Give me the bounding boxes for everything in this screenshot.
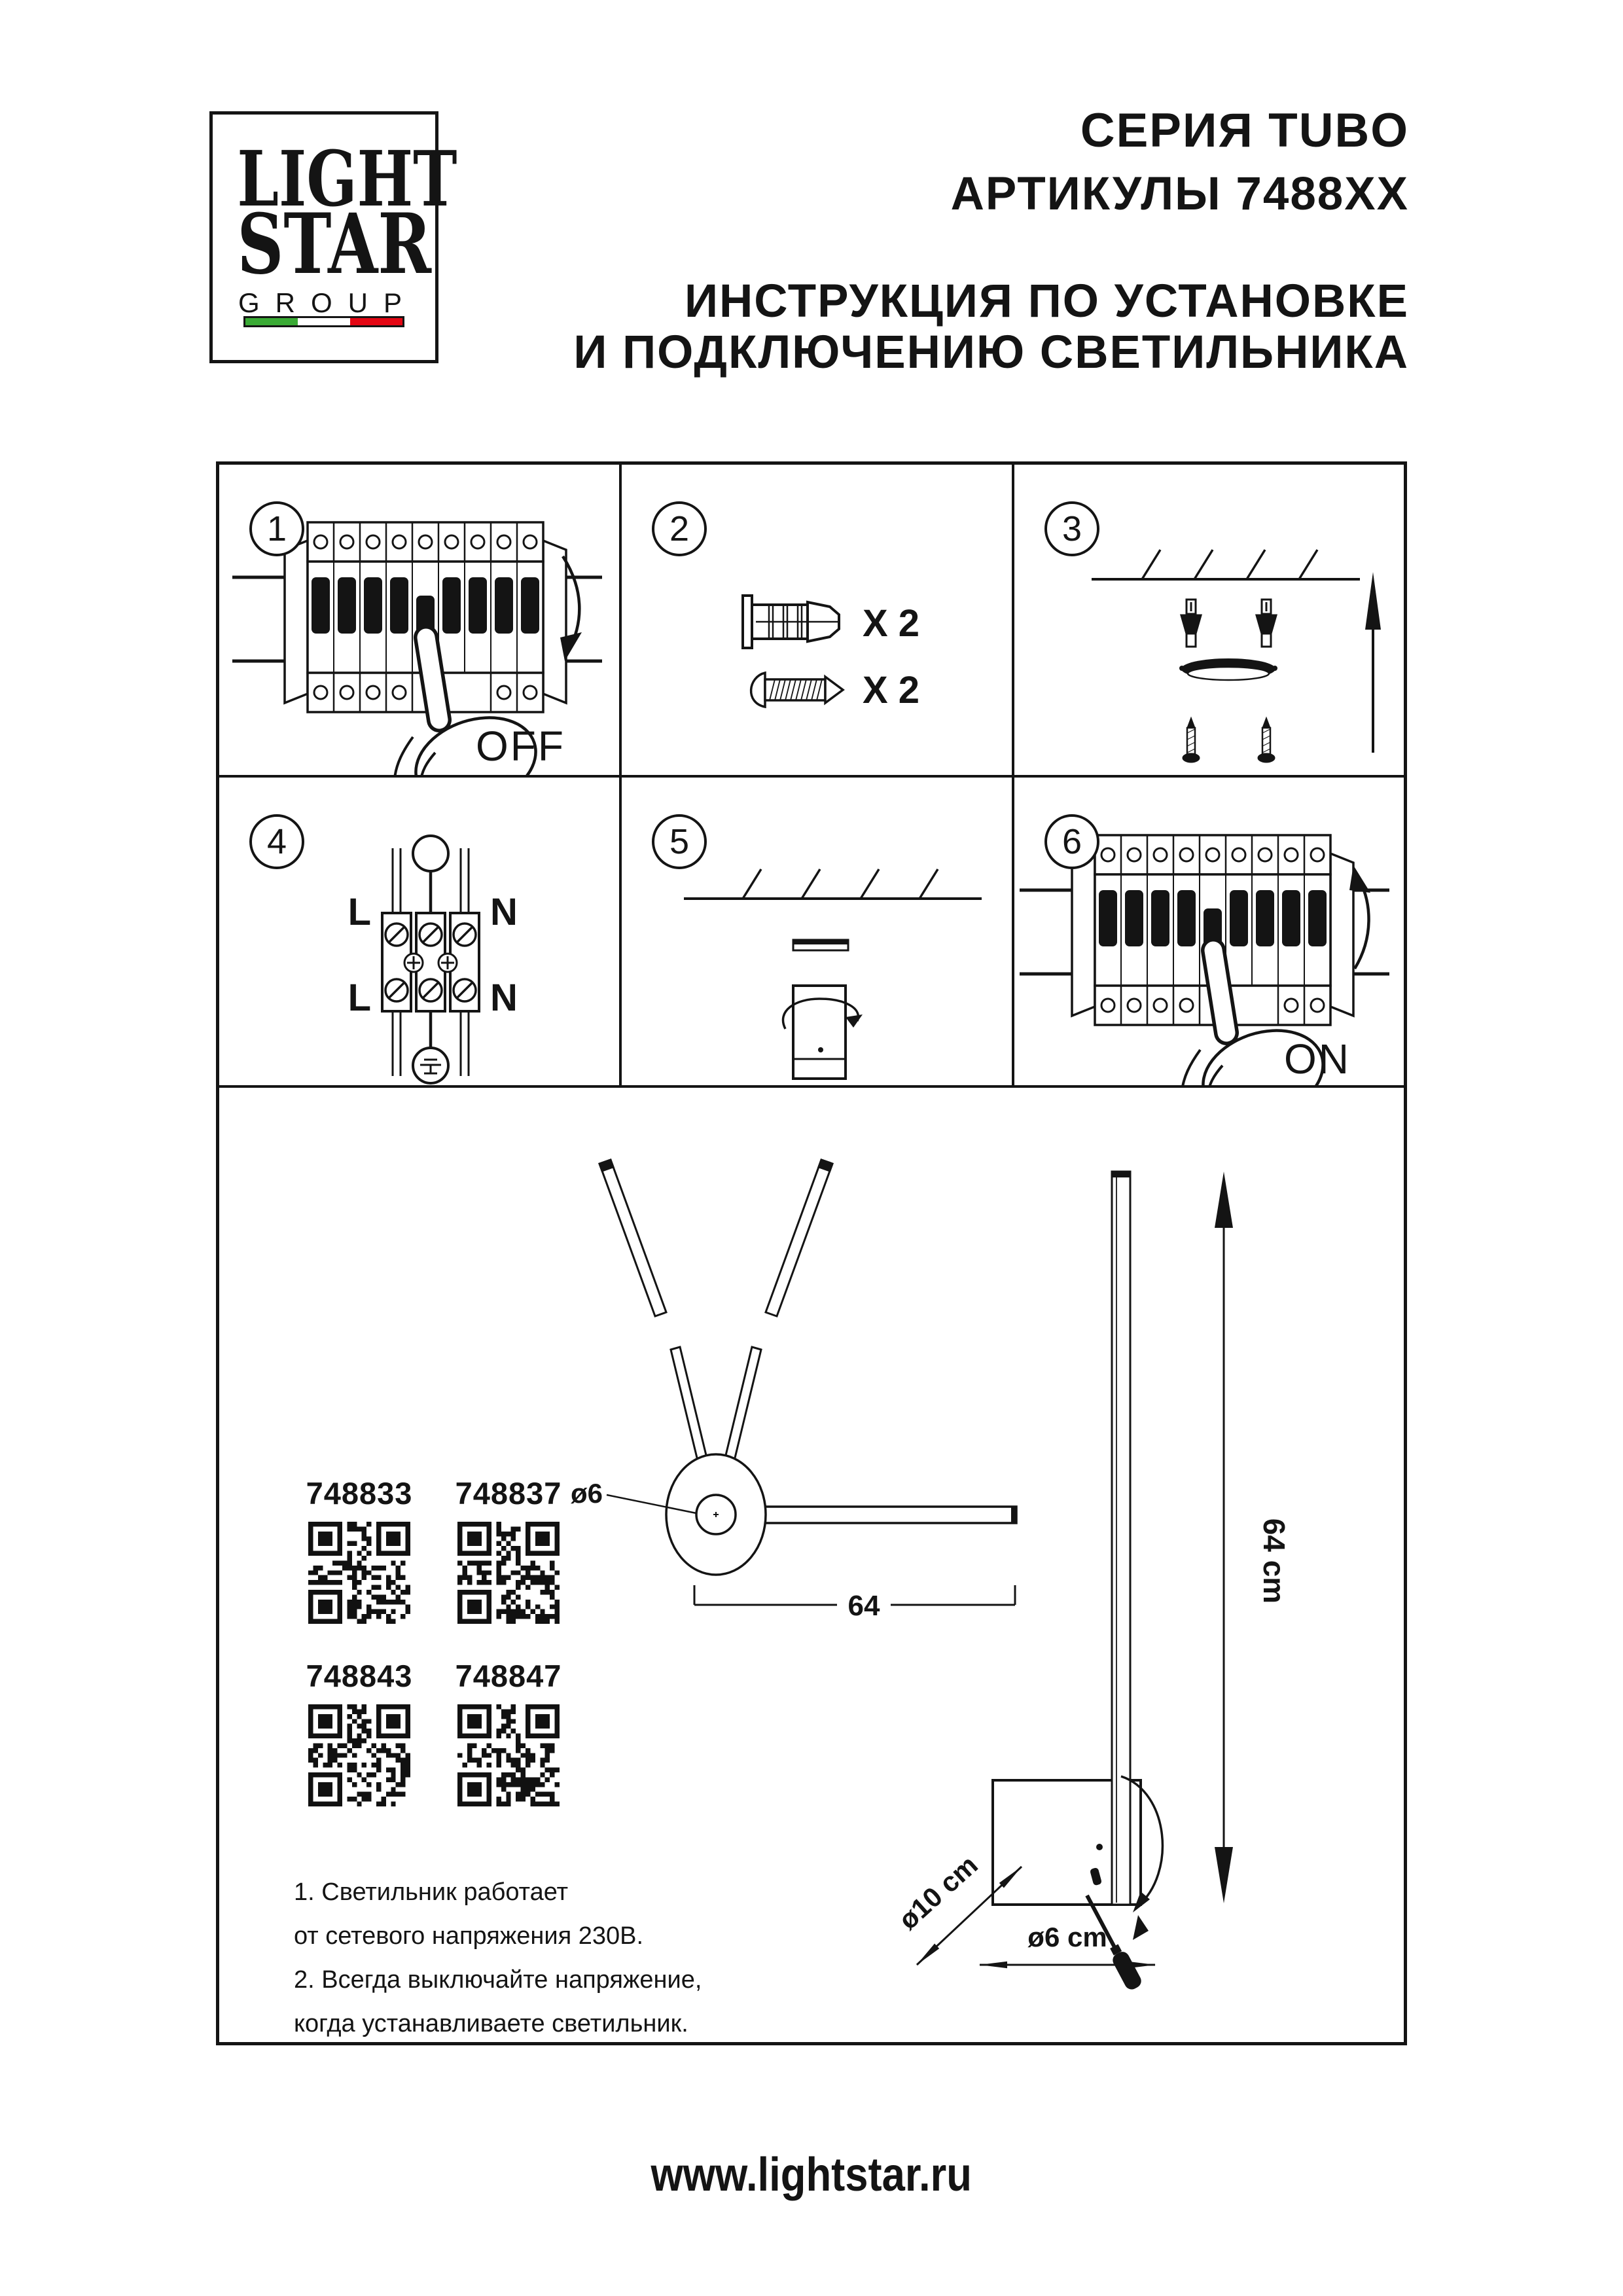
note-line: когда устанавливаете светильник.	[294, 2010, 688, 2037]
article-cell	[434, 1475, 583, 1624]
flag-white-segment	[298, 318, 350, 325]
product-diagram-panel	[219, 1088, 1404, 2042]
series-title: СЕРИЯ TUBO	[1080, 104, 1409, 157]
note-line: 2. Всегда выключайте напряжение,	[294, 1966, 702, 1994]
qr-code	[457, 1522, 560, 1624]
step-6-badge: 6	[1044, 814, 1099, 869]
arm-length-label: 64	[847, 1590, 880, 1622]
height-dimension	[1215, 1172, 1291, 1903]
article-qr-grid	[285, 1475, 592, 1806]
article-cell	[285, 1475, 434, 1624]
instruction-grid	[216, 461, 1407, 2045]
vertical-tube	[1112, 1172, 1130, 1905]
italian-flag-bar	[243, 316, 404, 327]
neutral-label-bottom: N	[490, 977, 518, 1019]
website-url: www.lightstar.ru	[651, 2149, 972, 2201]
articles-title: АРТИКУЛЫ 7488ХХ	[950, 168, 1409, 220]
instruction-title-1: ИНСТРУКЦИЯ ПО УСТАНОВКЕ	[684, 276, 1409, 327]
on-label: ON	[1284, 1035, 1351, 1083]
ceiling-icon	[1092, 550, 1360, 579]
step-1-panel	[219, 465, 622, 778]
wall-plug-icon	[743, 596, 840, 648]
live-label-top: L	[348, 891, 371, 933]
wall-plug-pair-icon	[1181, 600, 1276, 647]
neutral-label-top: N	[490, 891, 518, 933]
ceiling-icon	[684, 869, 982, 899]
note-line: 1. Светильник работает	[294, 1878, 569, 1906]
step-2-panel	[622, 465, 1014, 778]
live-label-bottom: L	[348, 977, 371, 1019]
height-label: 64 cm	[1257, 1518, 1291, 1604]
screw-pair-icon	[1183, 717, 1275, 762]
off-label: OFF	[476, 723, 565, 770]
side-view-drawing	[893, 1172, 1291, 1992]
logo-word-light: LIGHT	[237, 135, 457, 224]
article-cell	[285, 1658, 434, 1806]
terminal-block-icon	[382, 913, 479, 1011]
ground-symbol-icon	[413, 1048, 448, 1083]
article-number: 748837	[455, 1476, 562, 1511]
step-4-badge: 4	[249, 814, 304, 869]
footer	[0, 2148, 1623, 2202]
arm-length-dimension	[694, 1585, 1015, 1622]
hub-diameter-label: ø6	[570, 1478, 603, 1509]
lamp-wire-terminal-icon	[413, 836, 448, 871]
tube-diameter-label: ø6 cm	[1027, 1922, 1107, 1952]
qr-code	[308, 1522, 410, 1624]
safety-notes	[294, 1871, 702, 2042]
lightstar-logo	[209, 111, 457, 363]
qr-code	[308, 1704, 410, 1806]
step-2-badge: 2	[652, 501, 707, 556]
flag-red-segment	[350, 318, 402, 325]
horizontal-tube	[741, 1507, 1016, 1523]
step-3-panel	[1014, 465, 1404, 778]
mounting-plate-icon	[793, 940, 848, 950]
step-4-panel	[219, 778, 622, 1088]
article-number: 748843	[306, 1659, 413, 1693]
instruction-title-2: И ПОДКЛЮЧЕНИЮ СВЕТИЛЬНИКА	[573, 327, 1409, 378]
note-line: от сетевого напряжения 230В.	[294, 1922, 644, 1950]
base-diameter-label: ø10 cm	[892, 1849, 984, 1936]
arrow-up-icon	[1365, 572, 1381, 753]
article-number: 748847	[455, 1659, 562, 1693]
wall-plug-qty-label: X 2	[863, 602, 920, 645]
article-number: 748833	[306, 1476, 413, 1511]
step-5-panel	[622, 778, 1014, 1088]
step-5-badge: 5	[652, 814, 707, 869]
logo-word-group: GROUP	[238, 287, 418, 319]
step-1-badge: 1	[249, 501, 304, 556]
step-3-badge: 3	[1044, 501, 1099, 556]
turn-direction-arrow	[1133, 1915, 1149, 1940]
mounting-plate-icon	[1179, 658, 1277, 680]
qr-code	[457, 1704, 560, 1806]
flag-green-segment	[245, 318, 298, 325]
lamp-body-icon	[783, 986, 863, 1079]
screw-icon	[751, 673, 843, 707]
article-cell	[434, 1658, 583, 1806]
step-6-panel	[1014, 778, 1404, 1088]
screw-qty-label: X 2	[863, 669, 920, 711]
logo-word-star: STAR	[237, 196, 432, 293]
front-view-drawing	[571, 1160, 1016, 1622]
